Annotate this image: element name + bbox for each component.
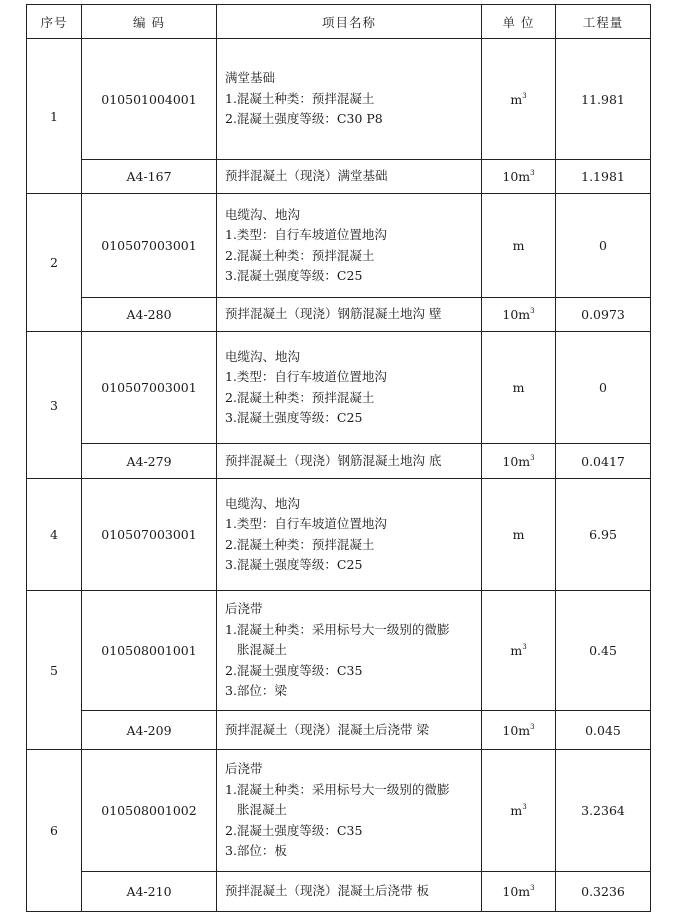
cell-unit [482,39,556,160]
unit-text: m [512,527,525,542]
cell-code: A4-209 [82,711,217,750]
header-row [27,5,651,39]
table-row [27,444,651,479]
unit-text: 10m [502,453,531,469]
header-quantity: 工程量 [556,5,651,39]
name-line: 电缆沟、地沟 [225,206,301,222]
name-line: 预拌混凝土（现浇）混凝土后浇带 梁 [225,721,429,737]
cell-seq: 2 [27,194,82,332]
cell-quantity: 11.981 [556,39,651,160]
name-line: 电缆沟、地沟 [225,495,301,511]
table-row [27,39,651,160]
cell-quantity: 6.95 [556,479,651,591]
cell-code: 010507003001 [82,332,217,444]
cell-name [217,750,482,872]
unit-text: m [510,91,523,107]
name-line: 胀混凝土 [237,642,288,658]
unit-text: m [512,380,525,395]
name-line: 1.类型：自行车坡道位置地沟 [225,369,387,384]
unit-exponent: 3 [530,453,535,462]
cell-name [217,160,482,194]
cell-name [217,711,482,750]
name-line: 满堂基础 [225,70,276,86]
table-row [27,298,651,332]
header-name: 项目名称 [217,5,482,39]
unit-text: 10m [502,884,531,899]
table-row [27,194,651,298]
cell-seq: 3 [27,332,82,479]
cell-name [217,332,482,444]
name-line: 2.混凝土强度等级：C30 P8 [225,111,383,127]
cell-seq: 6 [27,750,82,912]
cell-unit [482,194,556,298]
name-line: 3.混凝土强度等级：C25 [225,557,363,572]
name-line: 1.混凝土种类：预拌混凝土 [225,90,375,106]
name-line: 1.混凝土种类：采用标号大一级别的微膨 [225,781,450,797]
unit-exponent: 3 [530,884,535,892]
unit-exponent: 3 [530,722,535,731]
cell-quantity: 0 [556,194,651,298]
table-body [27,39,651,912]
cell-name [217,194,482,298]
unit-text: m [510,643,523,658]
unit-exponent: 3 [530,169,535,177]
cell-unit [482,479,556,591]
cell-quantity: 0.045 [556,711,651,750]
name-line: 后浇带 [225,601,263,617]
cell-name [217,872,482,912]
name-line: 预拌混凝土（现浇）钢筋混凝土地沟 壁 [225,306,442,322]
table-row [27,591,651,711]
table-row [27,160,651,194]
name-line: 3.混凝土强度等级：C25 [225,268,363,283]
cell-code: 010501004001 [82,39,217,160]
name-line: 2.混凝土种类：预拌混凝土 [225,536,375,552]
table-row [27,711,651,750]
cell-unit [482,444,556,479]
name-line: 2.混凝土种类：预拌混凝土 [225,389,375,405]
header-unit: 单 位 [482,5,556,39]
name-line: 3.部位：梁 [225,683,287,699]
cell-quantity: 3.2364 [556,750,651,872]
cell-unit [482,298,556,332]
unit-exponent: 3 [522,91,527,100]
cell-code: 010507003001 [82,194,217,298]
header-seq: 序号 [27,5,82,39]
unit-exponent: 3 [530,307,535,315]
cell-name [217,39,482,160]
table-row [27,332,651,444]
unit-exponent: 3 [522,643,527,651]
quantity-table [26,4,651,912]
cell-quantity: 0.0417 [556,444,651,479]
name-line: 预拌混凝土（现浇）满堂基础 [225,168,388,184]
cell-code: A4-210 [82,872,217,912]
cell-code: A4-279 [82,444,217,479]
name-line: 电缆沟、地沟 [225,348,301,364]
cell-quantity: 0.45 [556,591,651,711]
unit-exponent: 3 [522,803,527,811]
cell-unit [482,711,556,750]
cell-name [217,591,482,711]
name-line: 预拌混凝土（现浇）混凝土后浇带 板 [225,883,429,899]
cell-name [217,298,482,332]
unit-text: m [512,238,525,253]
cell-quantity: 0.3236 [556,872,651,912]
cell-unit [482,750,556,872]
cell-quantity: 0 [556,332,651,444]
cell-unit [482,160,556,194]
name-line: 2.混凝土强度等级：C35 [225,662,363,678]
name-line: 3.混凝土强度等级：C25 [225,410,363,425]
name-line: 1.类型：自行车坡道位置地沟 [225,227,387,242]
name-line: 后浇带 [225,761,263,777]
name-line: 2.混凝土强度等级：C35 [225,822,363,838]
name-line: 胀混凝土 [237,802,288,818]
cell-unit [482,332,556,444]
unit-text: m [510,803,523,818]
unit-text: 10m [502,307,531,322]
cell-code: 010507003001 [82,479,217,591]
name-line: 1.混凝土种类：采用标号大一级别的微膨 [225,621,450,637]
unit-text: 10m [502,722,531,738]
cell-seq: 5 [27,591,82,750]
cell-unit [482,872,556,912]
name-line: 预拌混凝土（现浇）钢筋混凝土地沟 底 [225,452,442,468]
cell-seq: 1 [27,39,82,194]
table-row [27,872,651,912]
cell-unit [482,591,556,711]
table-row [27,750,651,872]
cell-quantity: 0.0973 [556,298,651,332]
header-code: 编 码 [82,5,217,39]
cell-code: A4-280 [82,298,217,332]
name-line: 3.部位：板 [225,843,287,859]
cell-seq: 4 [27,479,82,591]
cell-quantity: 1.1981 [556,160,651,194]
table-row [27,479,651,591]
name-line: 2.混凝土种类：预拌混凝土 [225,247,375,263]
cell-name [217,479,482,591]
cell-name [217,444,482,479]
name-line: 1.类型：自行车坡道位置地沟 [225,516,387,531]
cell-code: 010508001002 [82,750,217,872]
unit-text: 10m [502,169,531,184]
cell-code: A4-167 [82,160,217,194]
cell-code: 010508001001 [82,591,217,711]
